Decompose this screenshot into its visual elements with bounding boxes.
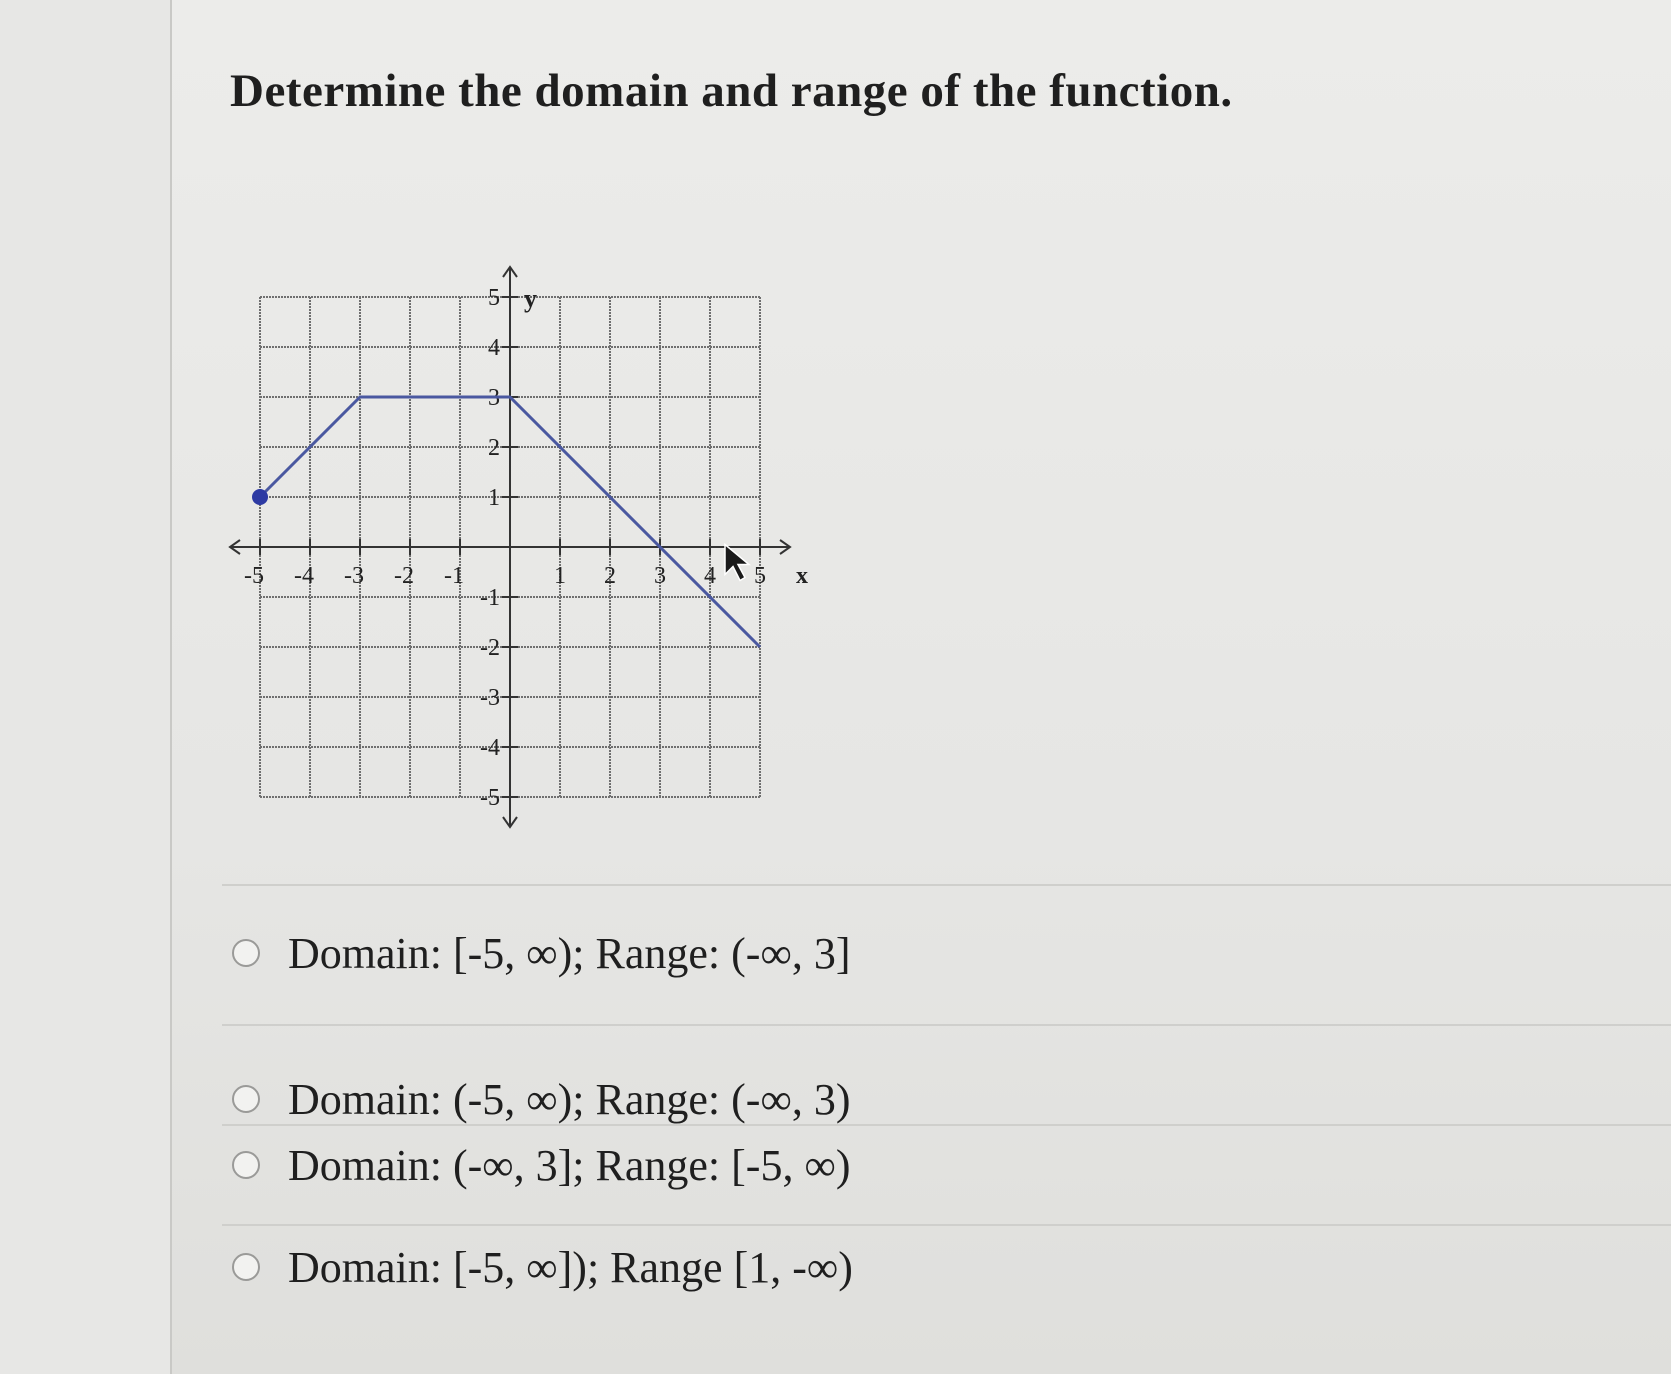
x-tick-label: 1 [554,563,566,589]
mouse-cursor-icon [725,545,749,581]
x-tick-label: 4 [704,563,716,589]
coordinate-plane [220,262,808,822]
y-tick-label: 3 [488,385,500,411]
y-tick-label: -5 [480,785,500,811]
divider [222,1224,1671,1226]
function-graph [220,262,808,827]
y-tick-label: -2 [480,635,500,661]
closed-endpoint [252,489,268,505]
y-tick-label: -4 [480,735,500,761]
x-axis-label: x [796,563,808,589]
x-tick-label: -3 [344,563,364,589]
y-tick-label: 1 [488,485,500,511]
option-1[interactable] [232,918,850,988]
radio-button[interactable] [232,1151,260,1179]
y-tick-label: 4 [488,335,500,361]
radio-button[interactable] [232,939,260,967]
divider [222,1024,1671,1026]
question-text: Determine the domain and range of the function. [230,65,1233,117]
x-tick-label: -5 [244,563,264,589]
x-tick-label: -2 [394,563,414,589]
option-label: Domain: (-∞, 3]; Range: [-5, ∞) [288,1140,851,1190]
left-margin-panel [0,0,172,1374]
x-tick-label: 2 [604,563,616,589]
option-label: Domain: [-5, ∞]); Range [1, -∞) [288,1242,853,1292]
y-axis-label: y [524,284,537,313]
y-tick-label: -1 [480,585,500,611]
option-4[interactable] [232,1232,853,1302]
y-tick-label: 5 [488,285,500,311]
radio-button[interactable] [232,1253,260,1281]
x-tick-label: -4 [294,563,314,589]
divider [222,884,1671,886]
option-3[interactable] [232,1130,850,1200]
option-label: Domain: (-5, ∞); Range: (-∞, 3) [288,1074,851,1124]
radio-button[interactable] [232,1085,260,1113]
divider [222,1124,1671,1126]
y-tick-label: -3 [480,685,500,711]
x-tick-label: 5 [754,563,766,589]
option-label: Domain: [-5, ∞); Range: (-∞, 3] [288,928,851,978]
x-tick-label: 3 [654,563,666,589]
x-tick-label: -1 [444,563,464,589]
y-tick-label: 2 [488,435,500,461]
